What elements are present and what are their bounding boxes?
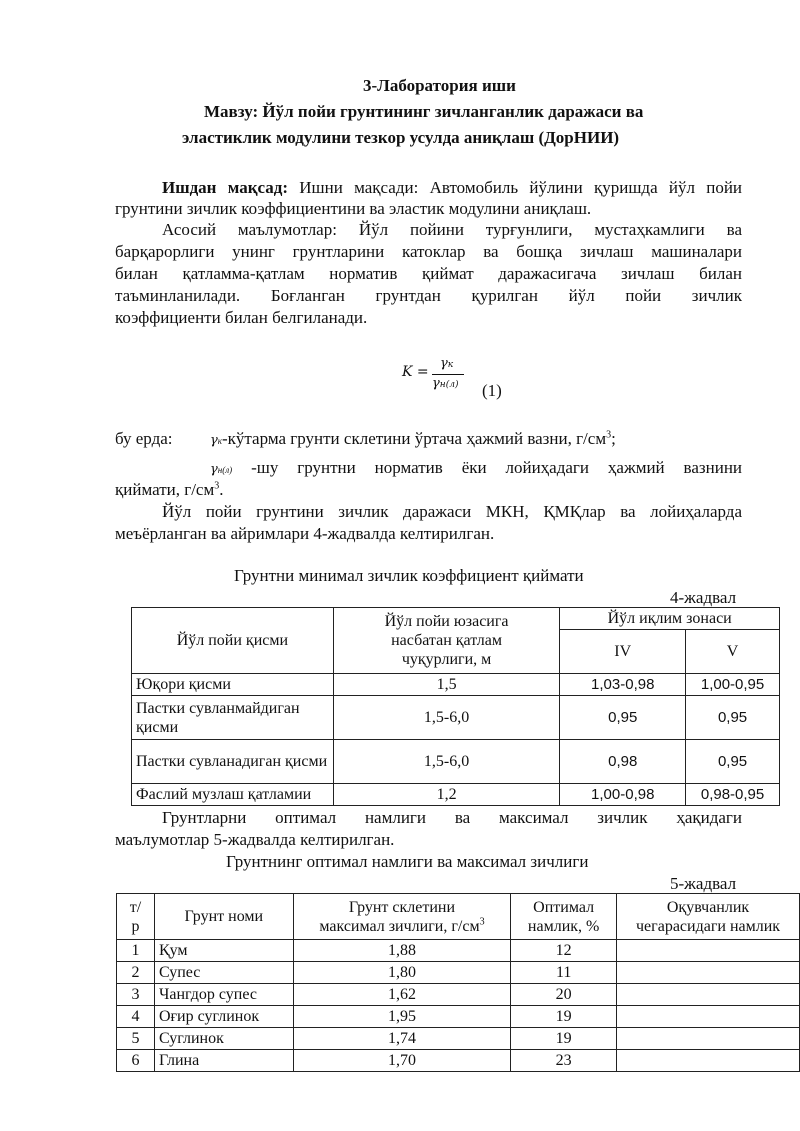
table4-header-depth: Йўл пойи юзасига насбатан қатлам чуқурлиги, м [333, 608, 560, 674]
table4-header-zone-iv: IV [560, 630, 686, 674]
table-row: Юқори қисми 1,5 1,03-0,98 1,00-0,95 [132, 674, 780, 696]
table-row: 4 Оғир суглинок 1,95 19 [117, 1006, 800, 1028]
definitions-intro: бу ерда: [115, 429, 173, 448]
basic-info-line-3: билан қатламма-қатлам норматив қиймат даражасигача зичлаш билан [115, 264, 742, 283]
table-row: 3 Чангдор супес 1,62 20 [117, 984, 800, 1006]
formula-number: (1) [482, 381, 502, 400]
table-row: 1 Қум 1,88 12 [117, 940, 800, 962]
table5 [116, 893, 800, 1072]
definition-2-line-2: қиймати, $г/см^3$. [115, 480, 224, 499]
definition-1: γк-кўтарма грунти склетини ўртача ҳажмий вазни, $г/см^3$; [210, 429, 616, 448]
purpose-label: Ишдан мақсад: [162, 178, 289, 197]
table-row: Фаслий музлаш қатламии 1,2 1,00-0,98 0,98-0,95 [132, 784, 780, 806]
paragraph2-line-1: Йўл пойи грунтини зичлик даражаси МКН, ҚМҚлар ва лойиҳаларда [162, 502, 742, 521]
basic-info-line-4: таъминланилади. Боғланган грунтдан қурилган йўл пойи зичлик [115, 286, 742, 305]
table5-title: Грунтнинг оптимал намлиги ва максимал зичлиги [226, 852, 589, 871]
formula-denominator: γн(л) [432, 376, 459, 391]
table4-title: Грунтни минимал зичлик коэффициент қиймати [234, 566, 584, 585]
table-row: 2 Супес 1,80 11 [117, 962, 800, 984]
basic-info-line-1: Асосий маълумотлар: Йўл пойини турғунлиги, мустаҳкамлиги ва [162, 220, 742, 239]
definition-2: γн(л) -шу грунтни норматив ёки лойиҳадаги ҳажмий вазнини [210, 458, 743, 477]
table4 [131, 607, 780, 806]
table-row: 6 Глина 1,70 23 [117, 1050, 800, 1072]
table4-label: 4-жадвал [670, 588, 737, 607]
table5-header-density: Грунт склетини максимал зичлиги, $г/см^3$ [293, 894, 511, 940]
topic-line-2: эластиклик модулини тезкор усулда аниқлаш (ДорНИИ) [182, 128, 620, 147]
table5-header-plastic: Оқувчанлик чегарасидаги намлик [617, 894, 800, 940]
table-row: Пастки сувланадиган қисми 1,5-6,0 0,98 0,95 [132, 740, 780, 784]
formula-lhs: K = [402, 364, 429, 380]
basic-info-line-5: коэффициенти билан белгиланади. [115, 308, 368, 327]
paragraph2-line-2: меъёрланган ва айримлари 4-жадвалда келтирилган. [115, 524, 495, 543]
purpose-text: Ишни мақсади: Автомобиль йўлини қуришда йўл пойи [299, 178, 743, 197]
table-row: 5 Суглинок 1,74 19 [117, 1028, 800, 1050]
table4-header-part: Йўл пойи қисми [132, 608, 334, 674]
lab-number-heading: 3-Лаборатория иши [363, 76, 516, 95]
table5-header-moisture: Оптимал намлик, % [511, 894, 617, 940]
purpose-line-1 [162, 178, 742, 198]
paragraph3-line-1: Грунтларни оптимал намлиги ва максимал зичлик ҳақидаги [162, 808, 742, 827]
table4-header-zone-v: V [686, 630, 780, 674]
table5-header-num: т/ р [117, 894, 155, 940]
table5-label: 5-жадвал [670, 874, 737, 893]
paragraph3-line-2: маълумотлар 5-жадвалда келтирилган. [115, 830, 395, 849]
table5-header-name: Грунт номи [154, 894, 293, 940]
fraction-bar [432, 374, 464, 375]
formula-numerator: γк [440, 356, 454, 371]
table4-header-zone: Йўл иқлим зонаси [560, 608, 780, 630]
topic-line-1: Мавзу: Йўл пойи грунтининг зичланганлик даражаси ва [204, 102, 644, 121]
table-row: Пастки сувланмайдиган қисми 1,5-6,0 0,95 0,95 [132, 696, 780, 740]
purpose-line-2: грунтини зичлик коэффициентини ва эластик модулини аниқлаш. [115, 199, 592, 218]
basic-info-line-2: барқарорлиги унинг грунтларини катоклар ва бошқа зичлаш машиналари [115, 242, 742, 261]
